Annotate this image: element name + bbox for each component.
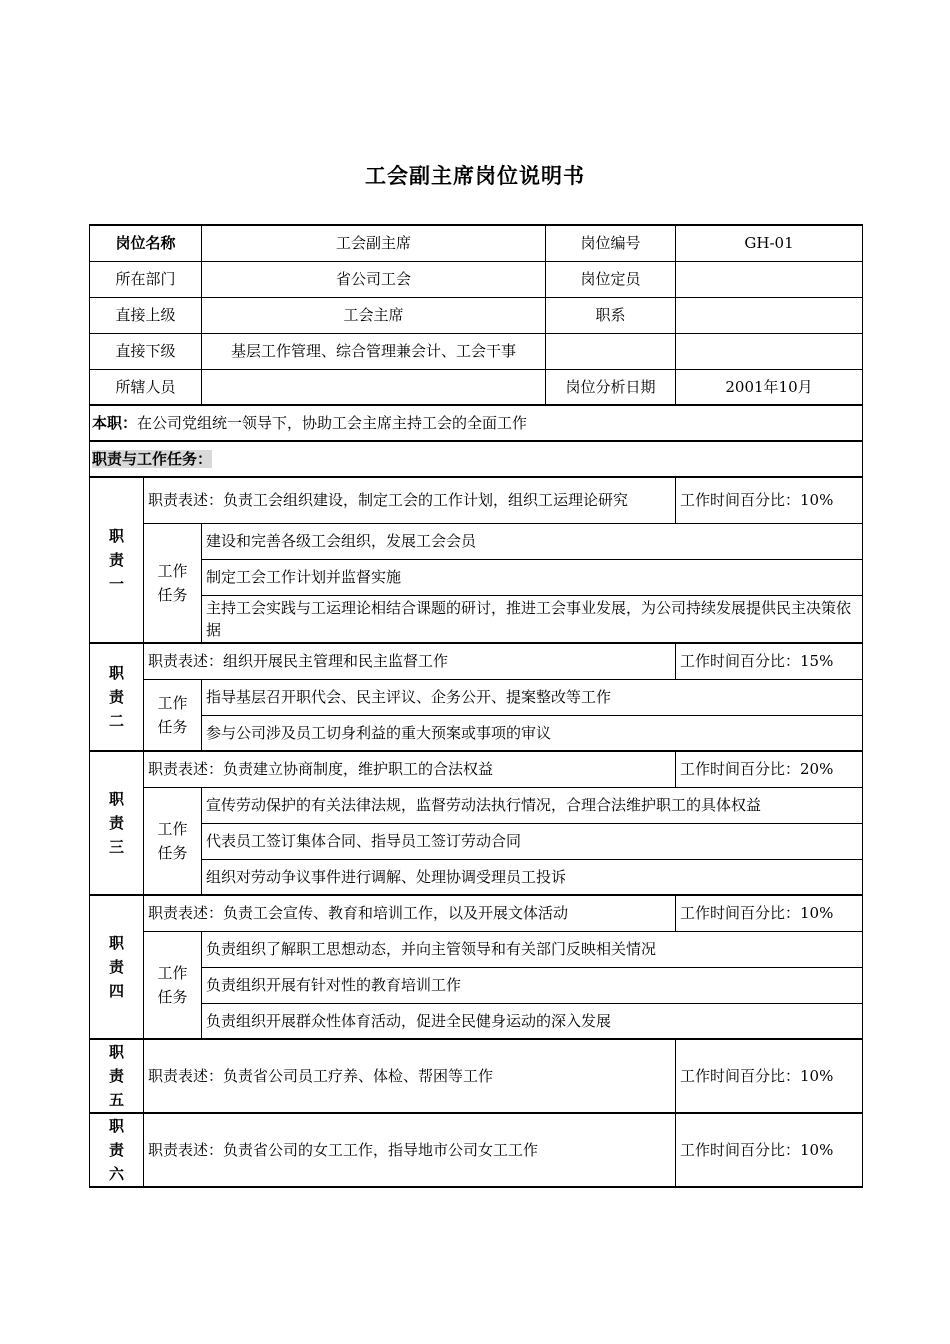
task-label <box>144 931 202 1039</box>
task-label-text: 工作任务 <box>157 561 188 604</box>
duty-row <box>90 895 863 931</box>
task-label-text: 工作任务 <box>157 963 188 1006</box>
info-label: 岗位编号 <box>546 225 676 261</box>
task-row <box>90 931 863 967</box>
task-item: 建设和完善各级工会组织，发展工会会员 <box>202 523 863 559</box>
task-row <box>90 523 863 559</box>
benzhi-text: 在公司党组统一领导下，协助工会主席主持工会的全面工作 <box>137 414 528 432</box>
task-row <box>90 859 863 895</box>
info-value: 工会主席 <box>202 297 546 333</box>
task-item: 负责组织了解职工思想动态，并向主管领导和有关部门反映相关情况 <box>202 931 863 967</box>
task-label <box>144 679 202 751</box>
duty-label-text: 职责三 <box>109 790 125 856</box>
task-label <box>144 523 202 643</box>
task-row <box>90 715 863 751</box>
info-value: 省公司工会 <box>202 261 546 297</box>
duty-label-text: 职责五 <box>109 1043 125 1109</box>
task-item: 负责组织开展群众性体育活动，促进全民健身运动的深入发展 <box>202 1003 863 1039</box>
task-row <box>90 1003 863 1039</box>
info-label: 直接下级 <box>90 333 202 369</box>
duty-desc: 职责表述：负责工会组织建设，制定工会的工作计划，组织工运理论研究 <box>144 477 676 523</box>
duty-label <box>90 751 144 895</box>
info-label: 岗位名称 <box>90 225 202 261</box>
task-item: 代表员工签订集体合同、指导员工签订劳动合同 <box>202 823 863 859</box>
info-label: 所在部门 <box>90 261 202 297</box>
duty-row <box>90 643 863 679</box>
duty-label <box>90 895 144 1039</box>
duty-label <box>90 643 144 751</box>
duty-label-text: 职责四 <box>109 934 125 1000</box>
duty-percent: 工作时间百分比：15% <box>676 643 863 679</box>
task-item: 负责组织开展有针对性的教育培训工作 <box>202 967 863 1003</box>
duty-row <box>90 751 863 787</box>
info-value <box>676 261 863 297</box>
info-value <box>676 333 863 369</box>
duty-percent: 工作时间百分比：10% <box>676 895 863 931</box>
duty-row <box>90 1113 863 1187</box>
info-label: 所辖人员 <box>90 369 202 405</box>
duty-label-text: 职责二 <box>109 664 125 730</box>
task-row <box>90 787 863 823</box>
info-label: 直接上级 <box>90 297 202 333</box>
duty-desc: 职责表述：组织开展民主管理和民主监督工作 <box>144 643 676 679</box>
task-item: 宣传劳动保护的有关法律法规，监督劳动法执行情况，合理合法维护职工的具体权益 <box>202 787 863 823</box>
duty-label-text: 职责一 <box>109 527 125 593</box>
duty-row <box>90 1039 863 1113</box>
task-row <box>90 595 863 643</box>
page-title: 工会副主席岗位说明书 <box>365 163 585 188</box>
task-item: 主持工会实践与工运理论相结合课题的研讨，推进工会事业发展，为公司持续发展提供民主决策依据 <box>202 595 863 643</box>
duty-label <box>90 1039 144 1113</box>
duty-percent: 工作时间百分比：10% <box>676 477 863 523</box>
info-value: 基层工作管理、综合管理兼会计、工会干事 <box>202 333 546 369</box>
task-item: 指导基层召开职代会、民主评议、企务公开、提案整改等工作 <box>202 679 863 715</box>
task-row <box>90 679 863 715</box>
task-label-text: 工作任务 <box>157 819 188 862</box>
duty-percent: 工作时间百分比：10% <box>676 1039 863 1113</box>
job-description-table <box>89 224 863 1188</box>
duty-row <box>90 477 863 523</box>
section-header-row <box>90 441 863 477</box>
duty-label <box>90 477 144 643</box>
task-item: 组织对劳动争议事件进行调解、处理协调受理员工投诉 <box>202 859 863 895</box>
duty-label <box>90 1113 144 1187</box>
task-row <box>90 823 863 859</box>
info-value: GH-01 <box>676 225 863 261</box>
duty-desc: 职责表述：负责省公司的女工工作，指导地市公司女工工作 <box>144 1113 676 1187</box>
info-label: 岗位分析日期 <box>546 369 676 405</box>
duty-percent: 工作时间百分比：10% <box>676 1113 863 1187</box>
task-row <box>90 559 863 595</box>
task-item: 制定工会工作计划并监督实施 <box>202 559 863 595</box>
info-label: 岗位定员 <box>546 261 676 297</box>
info-row <box>90 369 863 405</box>
duty-desc: 职责表述：负责省公司员工疗养、体检、帮困等工作 <box>144 1039 676 1113</box>
info-row <box>90 297 863 333</box>
info-value: 2001年10月 <box>676 369 863 405</box>
task-label <box>144 787 202 895</box>
task-row <box>90 967 863 1003</box>
duty-label-text: 职责六 <box>109 1117 125 1183</box>
section-title: 职责与工作任务： <box>92 450 213 468</box>
info-value <box>202 369 546 405</box>
task-item: 参与公司涉及员工切身利益的重大预案或事项的审议 <box>202 715 863 751</box>
info-row <box>90 225 863 261</box>
info-value <box>676 297 863 333</box>
benzhi-row <box>90 405 863 441</box>
task-label-text: 工作任务 <box>157 693 188 736</box>
duty-percent: 工作时间百分比：20% <box>676 751 863 787</box>
info-value: 工会副主席 <box>202 225 546 261</box>
info-label <box>546 333 676 369</box>
benzhi-label: 本职： <box>92 414 138 432</box>
duty-desc: 职责表述：负责建立协商制度，维护职工的合法权益 <box>144 751 676 787</box>
duty-desc: 职责表述：负责工会宣传、教育和培训工作，以及开展文体活动 <box>144 895 676 931</box>
info-label: 职系 <box>546 297 676 333</box>
info-row <box>90 261 863 297</box>
info-row <box>90 333 863 369</box>
